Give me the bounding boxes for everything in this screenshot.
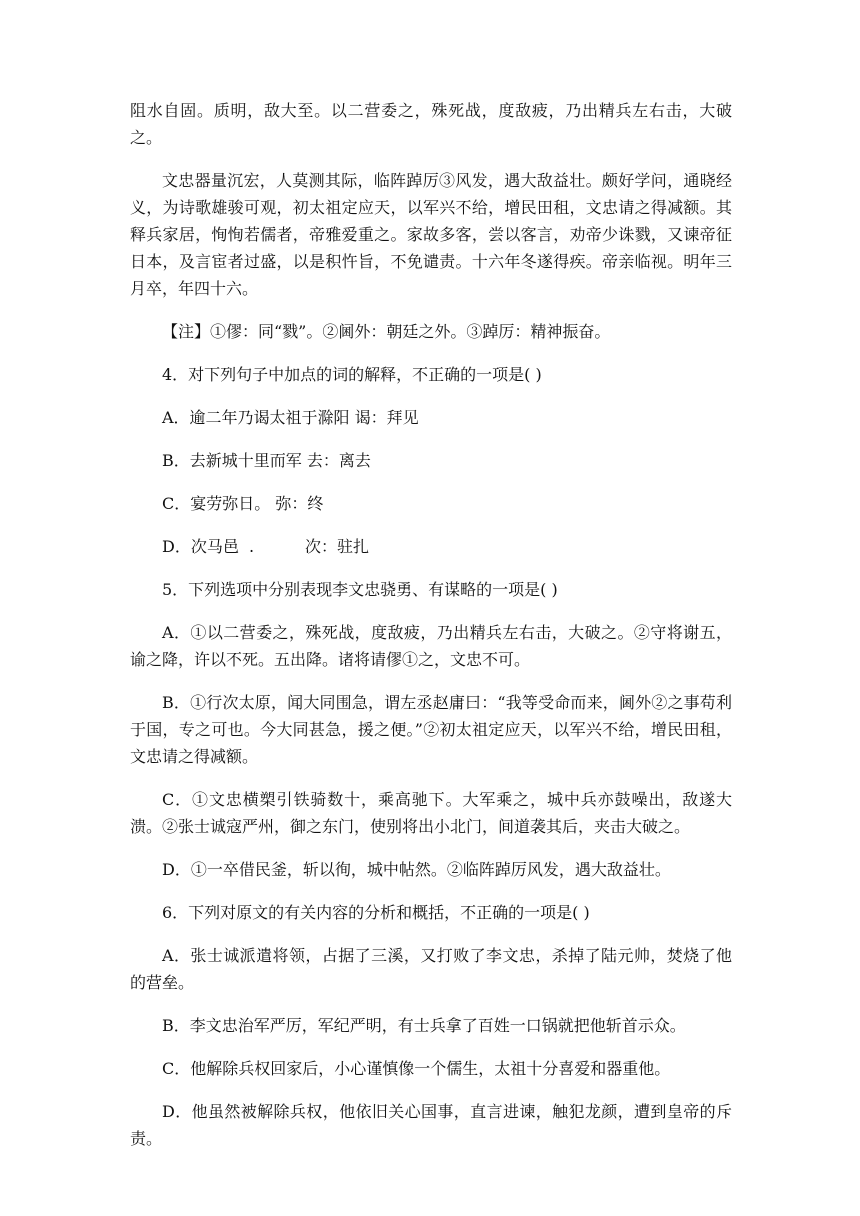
document-page bbox=[130, 97, 732, 1168]
passage-paragraph-continued: 阻水自固。质明，敌大至。以二营委之，殊死战，度敌疲，乃出精兵左右击，大破之。 bbox=[130, 101, 732, 147]
question-4 bbox=[130, 361, 732, 560]
passage-note: 【注】①僇：同“戮”。②阃外：朝廷之外。③踔厉：精神振奋。 bbox=[162, 322, 611, 341]
question-option: D．①一卒借民釜，斩以徇，城中帖然。②临阵踔厉风发，遇大敌益壮。 bbox=[162, 860, 671, 879]
question-stem: 5．下列选项中分别表现李文忠骁勇、有谋略的一项是( ) bbox=[162, 580, 558, 599]
question-option: B．①行次太原，闻大同围急，谓左丞赵庸曰：“我等受命而来，阃外②之事苟利于国，专之可也。今大同甚急，援之便。”②初太祖定应天，以军兴不给，增民田租，文忠请之得减额。 bbox=[130, 693, 732, 766]
question-option: C．他解除兵权回家后，小心谨慎像一个儒生，太祖十分喜爱和器重他。 bbox=[162, 1059, 671, 1078]
question-option: D．次马邑 . 次：驻扎 bbox=[162, 537, 369, 556]
question-option: D．他虽然被解除兵权，他依旧关心国事，直言进谏，触犯龙颜，遭到皇帝的斥责。 bbox=[130, 1102, 732, 1148]
question-option: B．李文忠治军严厉，军纪严明，有士兵拿了百姓一口锅就把他斩首示众。 bbox=[162, 1016, 686, 1035]
question-6 bbox=[130, 899, 732, 1152]
question-option: A．张士诚派遣将领，占据了三溪，又打败了李文忠，杀掉了陆元帅，焚烧了他的营垒。 bbox=[130, 946, 732, 992]
question-option: B．去新城十里而军 去：离去 bbox=[162, 451, 371, 470]
question-option: A．①以二营委之，殊死战，度敌疲，乃出精兵左右击，大破之。②守将谢五，谕之降，许以不死。五出降。诸将请僇①之，文忠不可。 bbox=[130, 623, 732, 669]
question-stem: 4．对下列句子中加点的词的解释，不正确的一项是( ) bbox=[162, 365, 542, 384]
passage-paragraph: 文忠器量沉宏，人莫测其际，临阵踔厉③风发，遇大敌益壮。颇好学问，通晓经义，为诗歌雄骏可观，初太祖定应天，以军兴不给，增民田租，文忠请之得减额。其释兵家居，恂恂若儒者，帝雅爱重之。家故多客，尝以客言，劝帝少诛戮，又谏帝征日本，及言宦者过盛，以是积忤旨，不免谴责。十六年冬遂得疾。帝亲临视。明年三月卒，年四十六。 bbox=[130, 171, 732, 298]
question-stem: 6．下列对原文的有关内容的分析和概括，不正确的一项是( ) bbox=[162, 903, 590, 922]
question-option: C．宴劳弥日。 弥：终 bbox=[162, 494, 324, 513]
question-5 bbox=[130, 576, 732, 883]
question-option: A．逾二年乃谒太祖于滁阳 谒：拜见 bbox=[162, 408, 419, 427]
question-option: C．①文忠横槊引铁骑数十，乘高驰下。大军乘之，城中兵亦鼓噪出，敌遂大溃。②张士诚寇严州，御之东门，使别将出小北门，间道袭其后，夹击大破之。 bbox=[130, 790, 732, 836]
